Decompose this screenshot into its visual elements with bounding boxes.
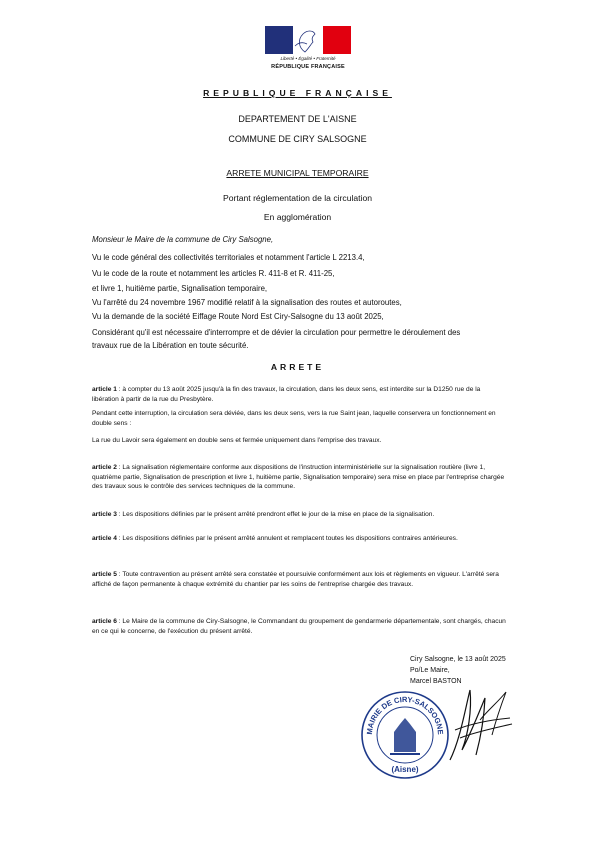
preamble-line: Vu l'arrêté du 24 novembre 1967 modifié relatif à la signalisation des routes et autoroutes, [92,298,402,307]
preamble-line: Considérant qu'il est nécessaire d'interrompre et de dévier la circulation pour permettre le déroulement des [92,328,461,337]
article-label: article 5 [92,571,117,578]
article-label: article 1 [92,386,117,393]
commune-heading: COMMUNE DE CIRY SALSOGNE [228,134,367,144]
preamble-line: Vu la demande de la société Eiffage Route Nord Est Ciry-Salsogne du 13 août 2025, [92,312,384,321]
logo-motto: Liberté • Égalité • Fraternité [280,56,336,61]
article-text: La rue du Lavoir sera également en double sens et fermée uniquement dans l'emprise des travaux. [92,437,382,444]
article-text: : à compter du 13 août 2025 jusqu'à la fin des travaux, la circulation, dans les deux sens, est interdite sur la D1250 rue de la libération à partir de la rue du Presbytère. [92,386,481,403]
article-5 [92,570,508,589]
preamble-line: et livre 1, huitième partie, Signalisation temporaire, [92,284,268,293]
republique-heading: REPUBLIQUE FRANÇAISE [203,88,392,98]
article-1 [92,385,508,404]
arrete-title: ARRETE MUNICIPAL TEMPORAIRE [226,168,369,178]
signature-for-mayor: Po/Le Maire, [410,667,450,674]
article-label: article 4 [92,535,117,542]
logo-name: RÉPUBLIQUE FRANÇAISE [271,64,345,70]
article-text: : Les dispositions définies par le présent arrêté annulent et remplacent toutes les dispositions contraires antérieures. [116,535,458,542]
article-1-detour [92,409,508,428]
preamble-line: travaux rue de la Libération en toute sécurité. [92,341,249,350]
signature-name: Marcel BASTON [410,678,462,685]
preamble-mayor: Monsieur le Maire de la commune de Ciry Salsogne, [92,235,274,244]
subject-line-1: Portant réglementation de la circulation [222,193,373,203]
article-label: article 6 [92,618,117,625]
article-1-lavoir [92,436,508,446]
article-text: : La signalisation réglementaire conforme aux dispositions de l'instruction interministérielle sur la signalisation routière (livre 1, quatrième partie, Signalisation de prescription et livre 1, huitième partie, Signalisation temporaire) sera mise en place par l'entreprise chargée des travaux sous le contrôle des services techniques de la commune. [92,464,505,490]
article-text: : Le Maire de la commune de Ciry-Salsogne, le Commandant du groupement de gendarmerie départementale, sont chargés, chacun en ce qui le concerne, de l'exécution du présent arrêté. [92,618,506,635]
seal-bottom-text: (Aisne) [391,765,419,774]
preamble-line: Vu le code général des collectivités territoriales et notamment l'article L 2213.4, [92,253,365,262]
article-3 [92,510,508,520]
arrete-heading: ARRETE [270,362,325,372]
article-text: : Toute contravention au présent arrêté sera constatée et poursuivie conformément aux lois et règlements en vigueur. L'arrêté sera affiché de façon permanente à chaque extrémité du chantier par les soins de l'entreprise chargée des travaux. [92,571,499,588]
handwritten-signature [440,680,520,770]
article-text: : Les dispositions définies par le présent arrêté prendront effet le jour de la mise en place de la signalisation. [116,511,435,518]
article-label: article 3 [92,511,117,518]
article-6 [92,617,508,636]
republique-francaise-logo [265,26,351,76]
subject-line-2: En agglomération [263,212,332,222]
preamble-line: Vu le code de la route et notamment les articles R. 411-8 et R. 411-25, [92,269,335,278]
departement-heading: DEPARTEMENT DE L'AISNE [238,114,357,124]
article-4 [92,534,508,544]
signature-place-date: Ciry Salsogne, le 13 août 2025 [410,656,506,663]
article-label: article 2 [92,464,117,471]
seal-text: MAIRIE DE CIRY-SALSOGNE [364,694,446,735]
article-2 [92,463,508,492]
mairie-seal [360,690,450,780]
flag-icon [265,26,351,54]
article-text: Pendant cette interruption, la circulation sera déviée, dans les deux sens, vers la rue Saint jean, laquelle conservera un fonctionnement en double sens : [92,410,496,427]
